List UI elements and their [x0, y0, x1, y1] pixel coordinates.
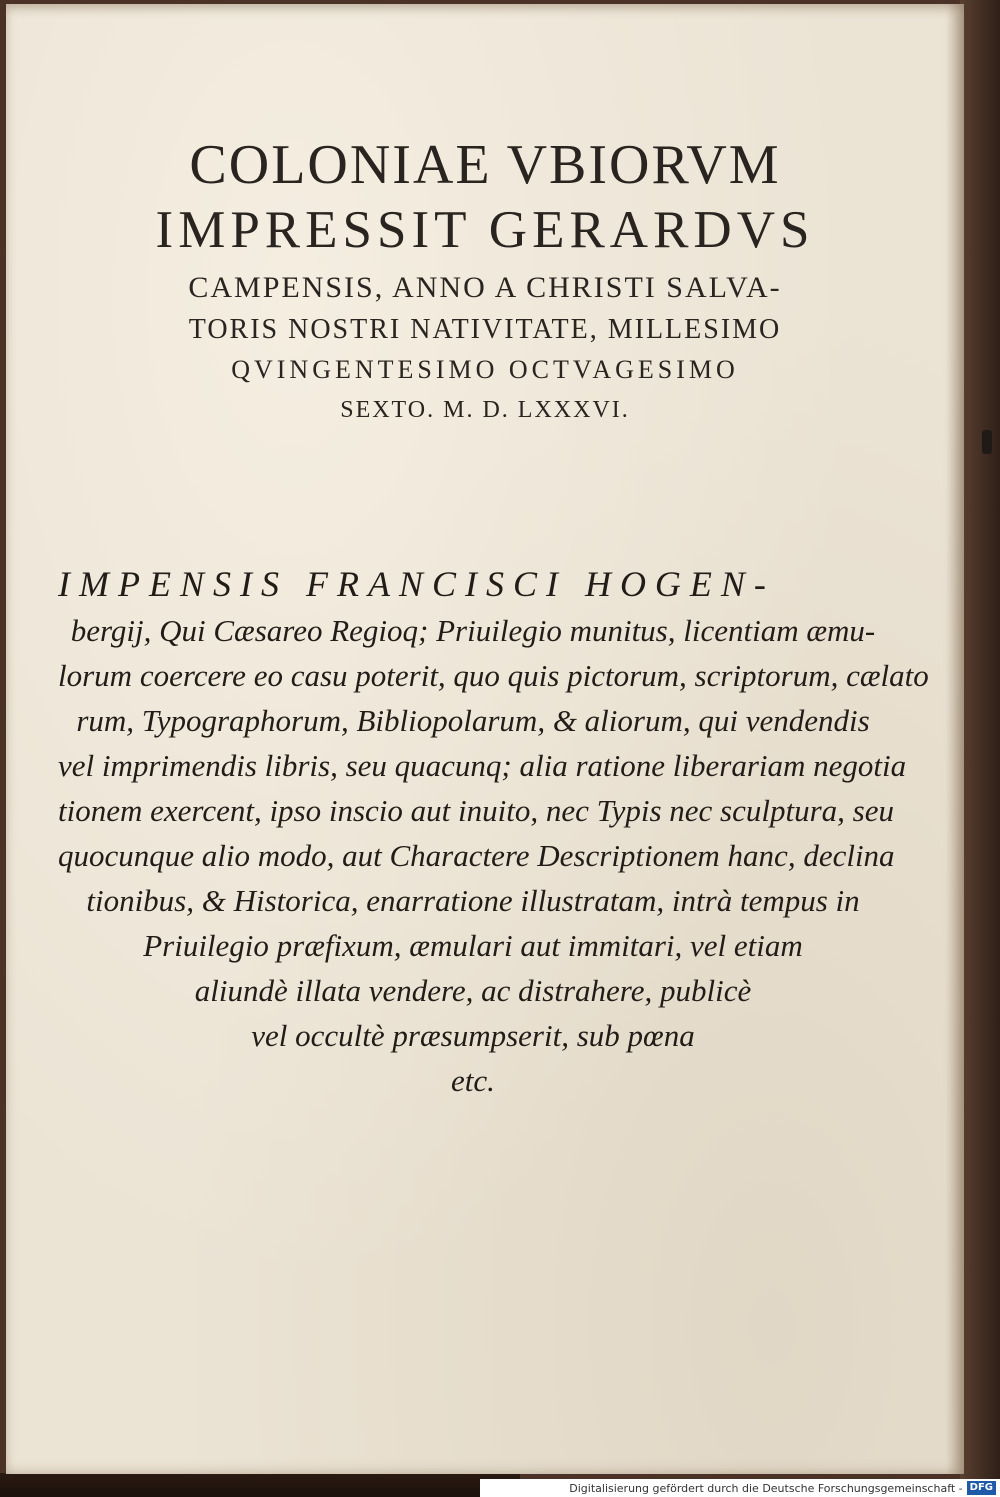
imprint-line-4: TORIS NOSTRI NATIVITATE, MILLESIMO [188, 314, 782, 345]
privilege-line: quocunque alio modo, aut Charactere Descriptionem hanc, declina [58, 838, 895, 873]
digitization-footer [480, 1479, 1000, 1497]
imprint-block [6, 132, 964, 430]
book-edge-bottom [0, 1473, 520, 1497]
book-edge-right [960, 0, 1000, 1497]
privilege-line: vel imprimendis libris, seu quacunq; alia ratione liberariam negotia [58, 748, 907, 783]
imprint-line-1: COLONIAE VBIORVM [189, 134, 781, 196]
book-page [6, 4, 964, 1474]
imprint-line-5: QVINGENTESIMO OCTVAGESIMO [231, 355, 739, 384]
dfg-credit-text: Digitalisierung gefördert durch die Deutsche Forschungsgemeinschaft - [569, 1481, 963, 1495]
privilege-line: IMPENSIS FRANCISCI HOGEN- [58, 564, 775, 604]
privilege-line: bergij, Qui Cæsareo Regioq; Priuilegio munitus, licentiam æmu- [70, 613, 876, 648]
privilege-line: rum, Typographorum, Bibliopolarum, & aliorum, qui vendendis [76, 703, 870, 738]
page-clip [982, 430, 992, 454]
privilege-line: etc. [451, 1063, 495, 1098]
imprint-line-2: IMPRESSIT GERARDVS [155, 201, 815, 259]
privilege-line: vel occultè præsumpserit, sub pœna [251, 1018, 695, 1053]
privilege-line: aliundè illata vendere, ac distrahere, publicè [194, 973, 752, 1008]
dfg-logo: DFG [967, 1481, 996, 1495]
privilege-line: Priuilegio præfixum, æmulari aut immitari, vel etiam [143, 928, 803, 963]
privilege-line: tionibus, & Historica, enarratione illustratam, intrà tempus in [86, 883, 860, 918]
privilege-line: tionem exercent, ipso inscio aut inuito, nec Typis nec sculptura, seu [58, 793, 894, 828]
privilege-line: lorum coercere eo casu poterit, quo quis pictorum, scriptorum, cælato [58, 658, 929, 693]
privilege-block [58, 560, 929, 1103]
imprint-line-3: CAMPENSIS, ANNO A CHRISTI SALVA- [188, 271, 782, 304]
imprint-line-6: SEXTO. M. D. LXXXVI. [340, 397, 630, 423]
